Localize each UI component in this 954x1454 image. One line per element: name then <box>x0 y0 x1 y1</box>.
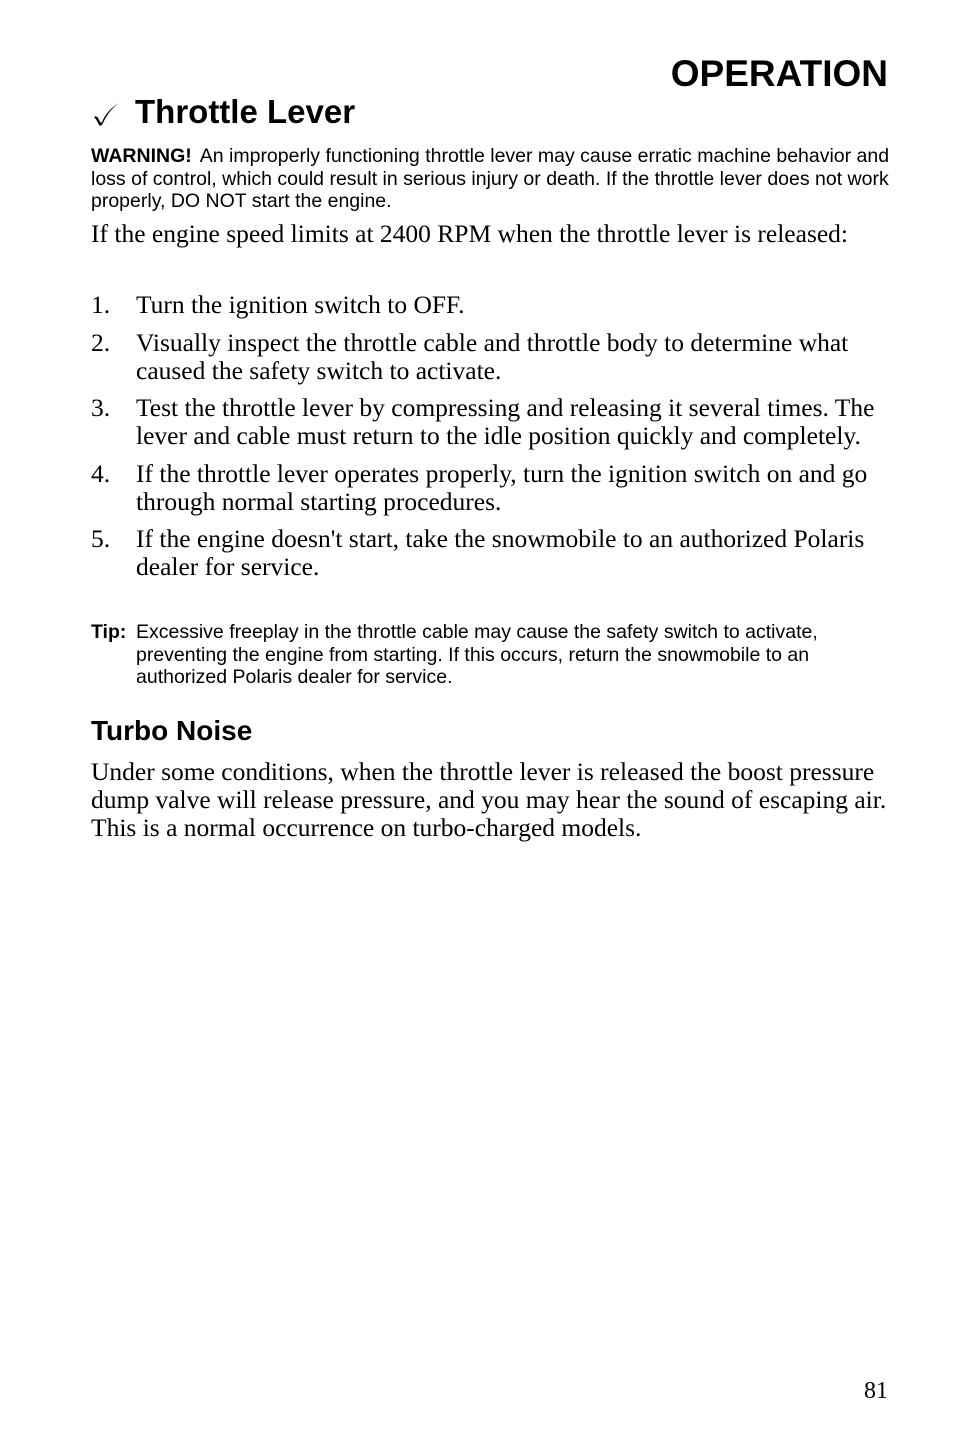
step-number: 4. <box>91 458 111 488</box>
tip-text: Excessive freeplay in the throttle cable may cause the safety switch to activate, preventing the engine from starting. If this occurs, return the snowmobile to an authorized Polaris dealer for service. <box>136 621 818 688</box>
list-item <box>91 525 896 581</box>
step-text: Test the throttle lever by compressing and releasing it several times. The lever and cable must return to the idle position quickly and completely. <box>136 393 875 450</box>
list-item <box>91 394 896 450</box>
page-title-text: Throttle Lever <box>135 93 356 130</box>
procedure-steps <box>91 291 896 591</box>
warning-block <box>91 145 891 213</box>
warning-text: An improperly functioning throttle lever may cause erratic machine behavior and loss of control, which could result in serious injury or death. If the throttle lever does not work properly, DO NOT start the engine. <box>91 145 890 212</box>
turbo-noise-heading: Turbo Noise <box>91 715 253 746</box>
step-number: 5. <box>91 524 111 553</box>
step-number: 1. <box>91 290 111 319</box>
intro-paragraph: If the engine speed limits at 2400 RPM when the throttle lever is released: <box>91 219 849 248</box>
list-item <box>91 460 896 516</box>
step-text: Turn the ignition switch to OFF. <box>136 290 465 319</box>
tip-block <box>91 621 896 689</box>
step-number: 2. <box>91 327 111 357</box>
tip-label: Tip: <box>91 621 127 643</box>
section-header: OPERATION <box>670 53 888 94</box>
list-item <box>91 291 896 319</box>
page-number: 81 <box>864 1378 888 1404</box>
list-item <box>91 329 896 385</box>
step-text: Visually inspect the throttle cable and throttle body to determine what caused the safety switch to activate. <box>136 327 849 385</box>
checkmark-icon <box>91 97 121 127</box>
turbo-noise-paragraph: Under some conditions, when the throttle lever is released the boost pressure dump valve will release pressure, and you may hear the sound of escaping air. This is a normal occurrence on turbo-charged models. <box>91 757 887 842</box>
step-text: If the throttle lever operates properly, turn the ignition switch on and go through normal starting procedures. <box>136 458 868 516</box>
step-text: If the engine doesn't start, take the snowmobile to an authorized Polaris dealer for service. <box>136 524 865 581</box>
page-title <box>91 92 355 132</box>
step-number: 3. <box>91 393 111 422</box>
warning-label: WARNING! <box>91 145 192 167</box>
